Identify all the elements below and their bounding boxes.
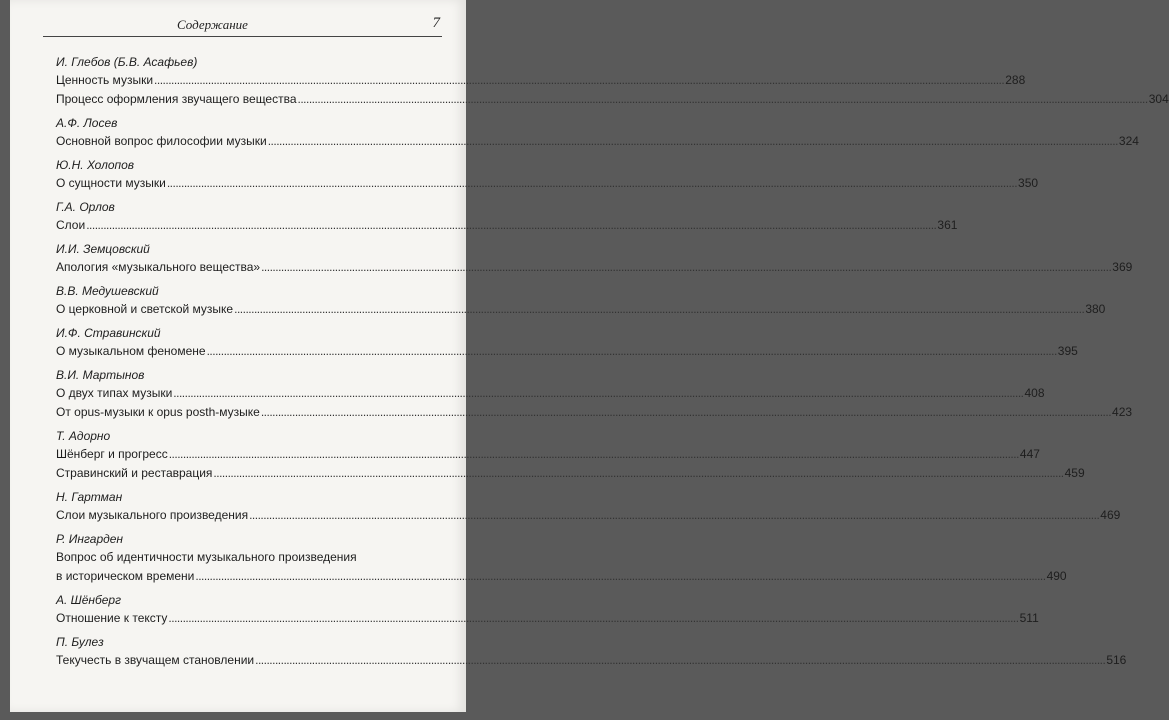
toc-entry: [56, 427, 1085, 483]
toc-item: [56, 132, 1139, 151]
toc-item: [56, 258, 1133, 277]
toc-item: [56, 384, 1045, 403]
toc-author: И.И. Земцовский: [56, 242, 150, 256]
toc-item: [56, 609, 1039, 628]
dot-leader: ............................................................................................................................................................................................................................................................................................................: [154, 73, 1005, 87]
toc-page-number: 469: [1100, 508, 1121, 522]
toc-entry: [56, 324, 1078, 361]
dot-leader: ............................................................................................................................................................................................................................................................................................................: [297, 92, 1148, 106]
toc-entry: [56, 633, 1127, 670]
toc-item: [56, 567, 1067, 586]
toc-page-number: 361: [937, 218, 958, 232]
book-page: [10, 0, 1169, 712]
toc-author: Р. Ингарден: [56, 532, 124, 546]
dot-leader: ............................................................................................................................................................................................................................................................................................................: [86, 218, 937, 232]
toc-item-title: О сущности музыки: [56, 176, 166, 190]
toc-entry: [56, 198, 958, 235]
toc-page-number: 423: [1112, 405, 1133, 419]
toc-page-number: 516: [1106, 653, 1127, 667]
toc-item: [56, 651, 1127, 670]
toc-page-number: 380: [1085, 302, 1106, 316]
toc-author: Ю.Н. Холопов: [56, 158, 135, 172]
running-header-title: Содержание: [177, 17, 248, 32]
dot-leader: ............................................................................................................................................................................................................................................................................................................: [168, 447, 1019, 461]
toc-item-title: Ценность музыки: [56, 73, 154, 87]
toc-author: А. Шёнберг: [56, 593, 122, 607]
toc-author: Т. Адорно: [56, 429, 111, 443]
toc-item-title: Процесс оформления звучащего вещества: [56, 92, 297, 106]
table-of-contents: [56, 53, 1169, 675]
toc-item: [56, 216, 958, 235]
running-header: [43, 14, 442, 37]
toc-entry: [56, 282, 1106, 319]
toc-page-number: 490: [1046, 569, 1067, 583]
page-number: 7: [432, 15, 440, 31]
dot-leader: ............................................................................................................................................................................................................................................................................................................: [166, 176, 1018, 190]
toc-page-number: 304: [1148, 92, 1169, 106]
dot-leader: ............................................................................................................................................................................................................................................................................................................: [249, 508, 1100, 522]
toc-item: [56, 464, 1085, 483]
toc-item-title: Шёнберг и прогресс: [56, 447, 168, 461]
toc-author: Г.А. Орлов: [56, 200, 115, 214]
dot-leader: ............................................................................................................................................................................................................................................................................................................: [168, 611, 1019, 625]
toc-item: [56, 90, 1169, 109]
toc-page-number: 288: [1005, 73, 1026, 87]
dot-leader: ............................................................................................................................................................................................................................................................................................................: [173, 386, 1024, 400]
toc-page-number: 350: [1018, 176, 1039, 190]
dot-leader: ............................................................................................................................................................................................................................................................................................................: [267, 134, 1118, 148]
toc-author: П. Булез: [56, 635, 104, 649]
dot-leader: ............................................................................................................................................................................................................................................................................................................: [213, 466, 1064, 480]
toc-page-number: 395: [1057, 344, 1078, 358]
dot-leader: ............................................................................................................................................................................................................................................................................................................: [261, 260, 1112, 274]
dot-leader: ............................................................................................................................................................................................................................................................................................................: [195, 569, 1046, 583]
toc-entry: [56, 366, 1133, 422]
toc-item-title: Слои музыкального произведения: [56, 508, 249, 522]
toc-page-number: 447: [1019, 447, 1040, 461]
toc-item: [56, 403, 1133, 422]
toc-item: [56, 174, 1039, 193]
toc-author: И. Глебов (Б.В. Асафьев): [56, 55, 198, 69]
dot-leader: ............................................................................................................................................................................................................................................................................................................: [260, 405, 1112, 419]
toc-item-title: Апология «музыкального вещества»: [56, 260, 261, 274]
toc-item-title: О музыкальном феномене: [56, 344, 206, 358]
toc-entry: [56, 530, 1067, 586]
toc-page-number: 324: [1118, 134, 1139, 148]
toc-item-title: Слои: [56, 218, 86, 232]
toc-item-title: Стравинский и реставрация: [56, 466, 213, 480]
toc-entry: [56, 156, 1039, 193]
dot-leader: ............................................................................................................................................................................................................................................................................................................: [234, 302, 1085, 316]
toc-page-number: 408: [1024, 386, 1045, 400]
toc-author: А.Ф. Лосев: [56, 116, 118, 130]
toc-entry: [56, 114, 1139, 151]
toc-item-title: в историческом времени: [56, 569, 195, 583]
toc-item-title: Текучесть в звучащем становлении: [56, 653, 255, 667]
toc-item-title: Отношение к тексту: [56, 611, 168, 625]
toc-item-title: Вопрос об идентичности музыкального произведения: [56, 550, 357, 564]
toc-entry: [56, 591, 1039, 628]
toc-item: [56, 71, 1026, 90]
toc-item: [56, 342, 1078, 361]
toc-item: [56, 445, 1040, 464]
dot-leader: ............................................................................................................................................................................................................................................................................................................: [255, 653, 1106, 667]
toc-author: И.Ф. Стравинский: [56, 326, 161, 340]
toc-item: [56, 506, 1121, 525]
toc-author: Н. Гартман: [56, 490, 123, 504]
toc-page-number: 511: [1019, 611, 1039, 625]
toc-item-title: О двух типах музыки: [56, 386, 173, 400]
toc-entry: [56, 53, 1169, 109]
toc-item-title: От opus-музыки к opus posth-музыке: [56, 405, 260, 419]
toc-page-number: 369: [1112, 260, 1133, 274]
toc-item: [56, 300, 1106, 319]
toc-item-title: Основной вопрос философии музыки: [56, 134, 267, 148]
toc-entry: [56, 240, 1133, 277]
toc-entry: [56, 488, 1121, 525]
toc-page-number: 459: [1064, 466, 1085, 480]
toc-item-title: О церковной и светской музыке: [56, 302, 234, 316]
dot-leader: ............................................................................................................................................................................................................................................................................................................: [206, 344, 1057, 358]
toc-author: В.И. Мартынов: [56, 368, 145, 382]
toc-author: В.В. Медушевский: [56, 284, 159, 298]
